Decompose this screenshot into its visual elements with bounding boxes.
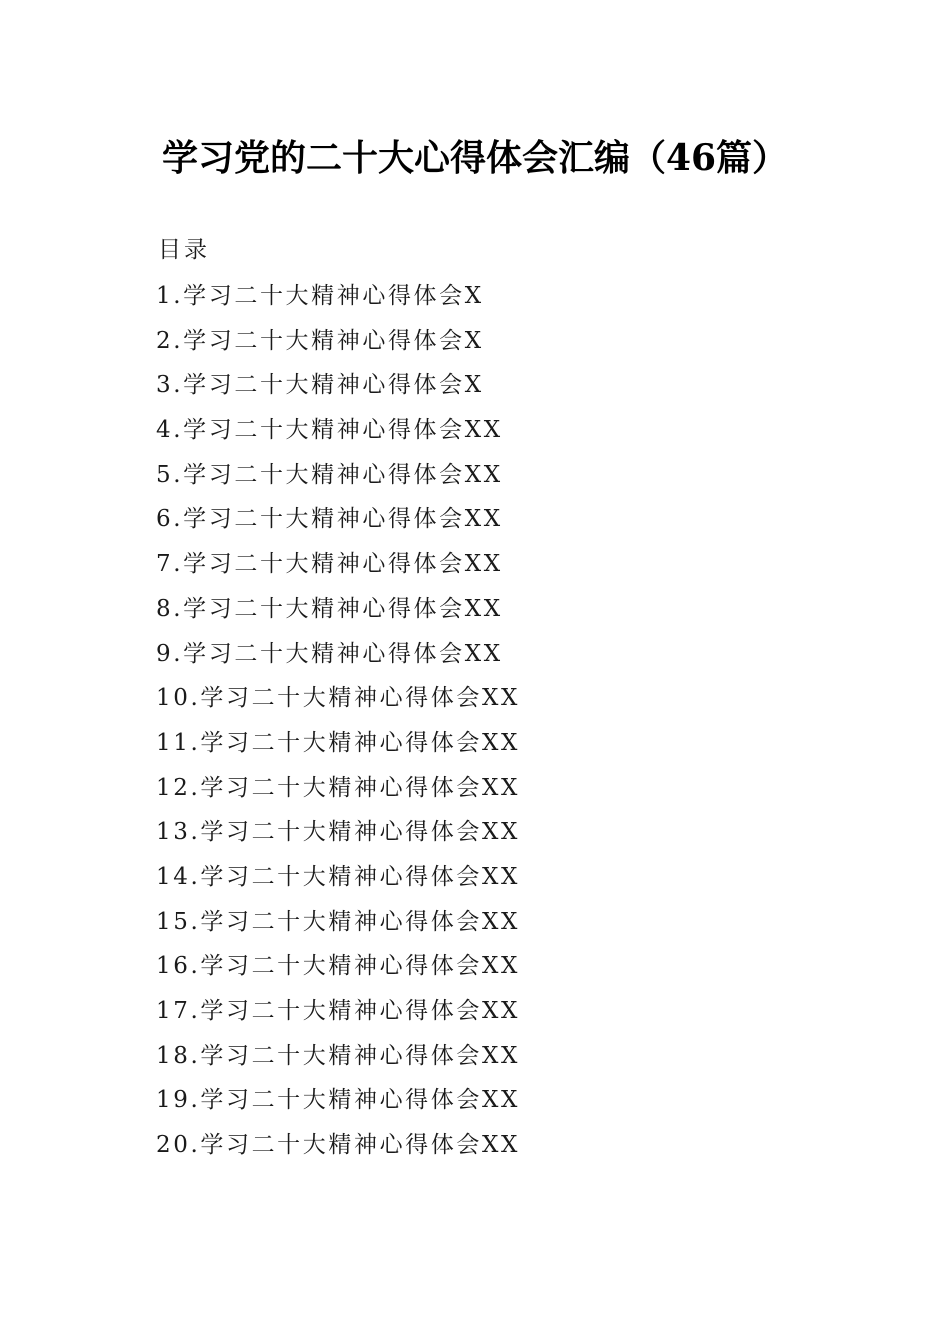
toc-item: 8.学习二十大精神心得体会XX <box>156 595 503 622</box>
document-title: 学习党的二十大心得体会汇编（46篇） <box>161 137 789 179</box>
toc-item: 19.学习二十大精神心得体会XX <box>156 1087 520 1114</box>
toc-item: 4.学习二十大精神心得体会XX <box>156 417 503 444</box>
toc-item: 18.学习二十大精神心得体会XX <box>156 1042 520 1069</box>
toc-item: 14.学习二十大精神心得体会XX <box>156 863 520 890</box>
toc-item: 20.学习二十大精神心得体会XX <box>156 1132 520 1159</box>
toc-item: 5.学习二十大精神心得体会XX <box>156 461 503 488</box>
toc-item: 11.学习二十大精神心得体会XX <box>156 729 520 756</box>
toc-item: 6.学习二十大精神心得体会XX <box>156 506 503 533</box>
toc-item: 3.学习二十大精神心得体会X <box>156 372 484 399</box>
toc-item: 2.学习二十大精神心得体会X <box>156 327 484 354</box>
toc-item: 16.学习二十大精神心得体会XX <box>156 953 520 980</box>
toc-item: 12.学习二十大精神心得体会XX <box>156 774 520 801</box>
toc-item: 1.学习二十大精神心得体会X <box>156 283 484 309</box>
toc-list <box>156 280 520 1174</box>
toc-item: 15.学习二十大精神心得体会XX <box>156 908 520 935</box>
toc-item: 10.学习二十大精神心得体会XX <box>156 685 520 712</box>
toc-heading: 目录 <box>158 237 210 263</box>
toc-item: 7.学习二十大精神心得体会XX <box>156 551 503 578</box>
toc-item: 13.学习二十大精神心得体会XX <box>156 819 520 846</box>
toc-item: 9.学习二十大精神心得体会XX <box>156 640 503 667</box>
toc-item: 17.学习二十大精神心得体会XX <box>156 998 520 1024</box>
